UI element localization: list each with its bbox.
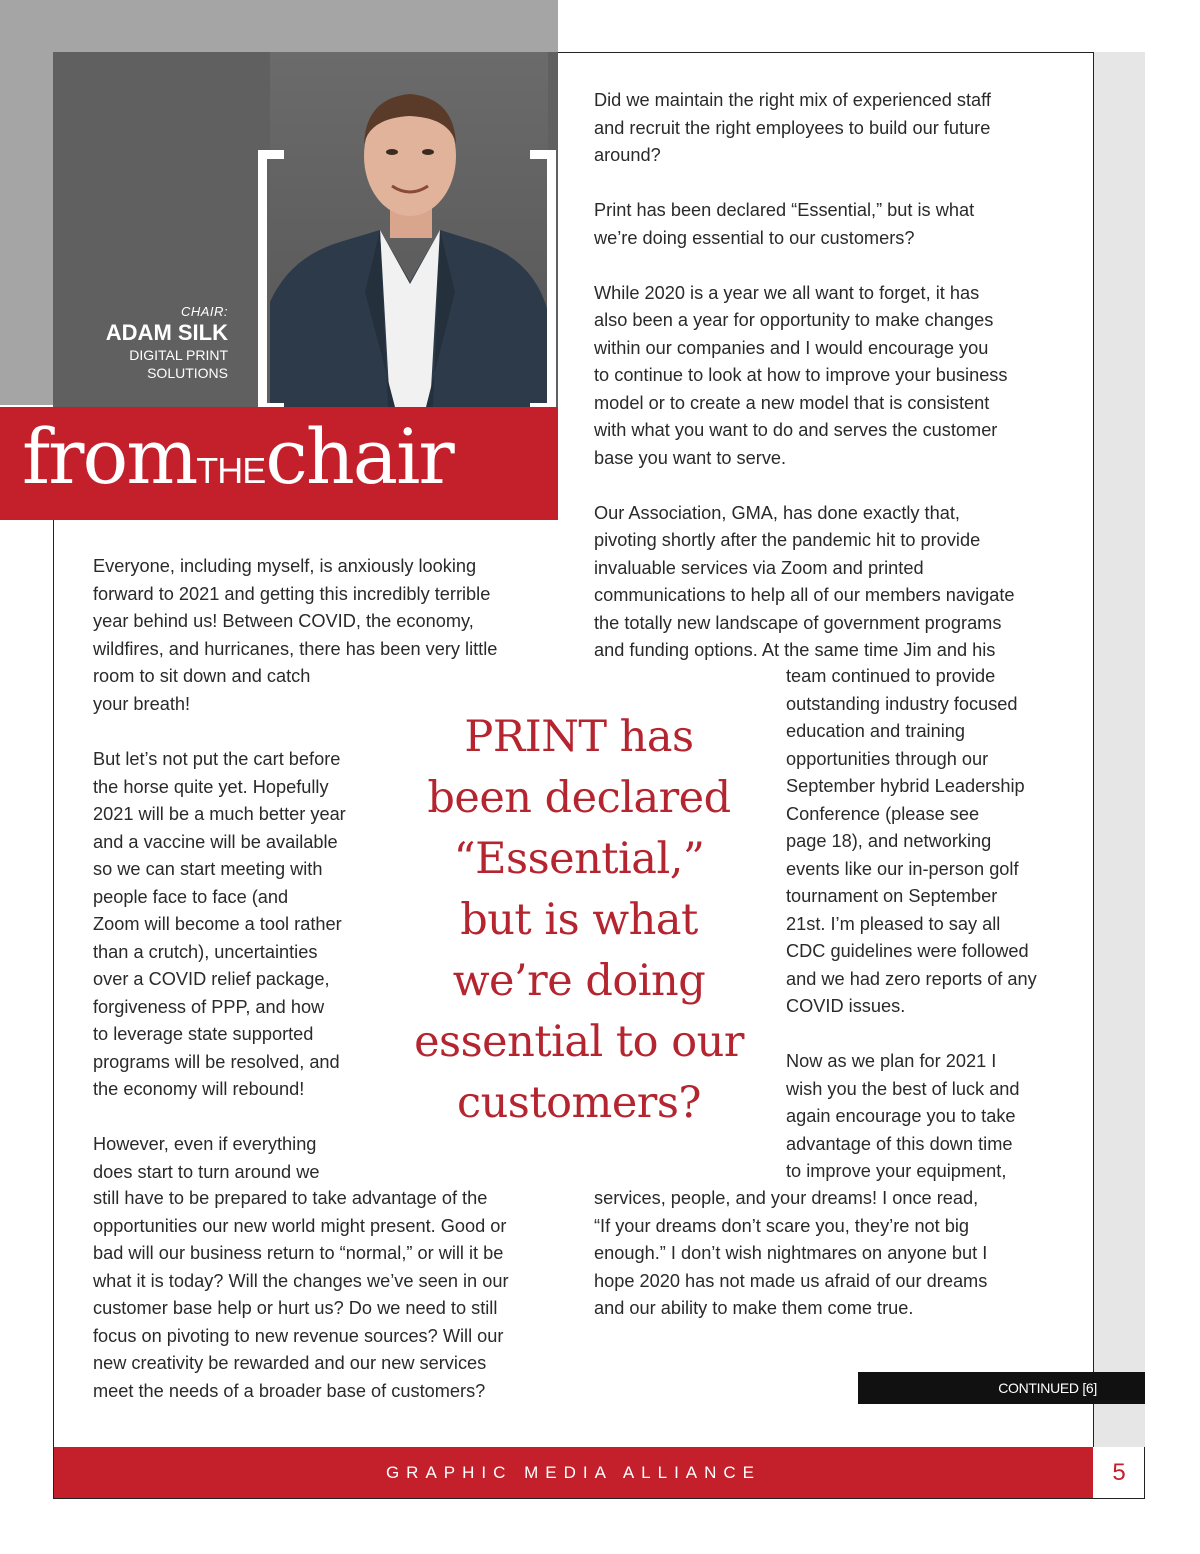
- page-number: 5: [1094, 1447, 1144, 1498]
- caption-company-line2: SOLUTIONS: [147, 365, 228, 381]
- caption-name: ADAM SILK: [105, 320, 228, 345]
- continued-label: CONTINUED [6]: [858, 1372, 1145, 1404]
- title-word-from: from: [22, 412, 197, 501]
- footer-organization: GRAPHIC MEDIA ALLIANCE: [54, 1447, 1093, 1498]
- caption-role: CHAIR:: [180, 304, 228, 319]
- right-bracket-ornament: [530, 150, 556, 412]
- pull-quote: PRINT has been declared “Essential,” but is what we’re doing essential to our customers?: [414, 712, 744, 1128]
- portrait-photo: [270, 52, 548, 407]
- article-col1-bottom: still have to be prepared to take advantage of the opportunities our new world might present. Good or bad will our business return to “normal,” or will it be what it is today? Will the changes we’ve seen in our customer base help or hurt us? Do we need to still focus on pivoting to new revenue sources? Will our new creativity be rewarded and our new services meet the needs of a broader base of customers?: [93, 1188, 509, 1401]
- section-title: [22, 412, 558, 520]
- caption-company-line1: DIGITAL PRINT: [129, 347, 228, 363]
- article-col1-intro: Everyone, including myself, is anxiously looking forward to 2021 and getting this incredibly terrible year behind us! Between COVID, the economy, wildfires, and hurricanes, there has been very little room to sit down and catch your breath!: [93, 556, 498, 714]
- author-caption: [48, 304, 228, 382]
- article-col2-bottom: services, people, and your dreams! I once read, “If your dreams don’t scare you, they’re not big enough.” I don’t wish nightmares on anyone but I hope 2020 has not made us afraid of our dreams and our ability to make them come true.: [594, 1188, 988, 1318]
- title-word-chair: chair: [265, 412, 453, 501]
- article-col2-top: Did we maintain the right mix of experienced staff and recruit the right employees to build our future around? Print has been declared “Essential,” but is what we’re doing essential to our customers? While 2020 is a year we all want to forget, it has also been a year for opportunity to make changes within our companies and I would encourage you to continue to look at how to improve your business model or to create a new model that is consistent with what you want to do and serves the customer base you want to serve. Our Association, GMA, has done exactly that, pivoting shortly after the pandemic hit to provide invaluable services via Zoom and printed communications to help all of our members navigate the totally new landscape of government programs and funding options. At the same time Jim and his: [594, 90, 1015, 660]
- left-bracket-ornament: [258, 150, 284, 412]
- article-col2-narrow: team continued to provide outstanding industry focused education and training opportunities through our September hybrid Leadership Conference (please see page 18), and networking events like our in-person golf tournament on September 21st. I’m pleased to say all CDC guidelines were followed and we had zero reports of any COVID issues. Now as we plan for 2021 I wish you the best of luck and again encourage you to take advantage of this down time to improve your equipment,: [786, 666, 1037, 1181]
- title-word-the: THE: [196, 450, 266, 491]
- article-col1-narrow: But let’s not put the cart before the horse quite yet. Hopefully 2021 will be a much better year and a vaccine will be available so we can start meeting with people face to face (and Zoom will become a tool rather than a crutch), uncertainties over a COVID relief package, forgiveness of PPP, and how to leverage state supported programs will be resolved, and the economy will rebound! However, even if everything does start to turn around we: [93, 749, 346, 1182]
- right-margin-strip: [1093, 52, 1145, 1447]
